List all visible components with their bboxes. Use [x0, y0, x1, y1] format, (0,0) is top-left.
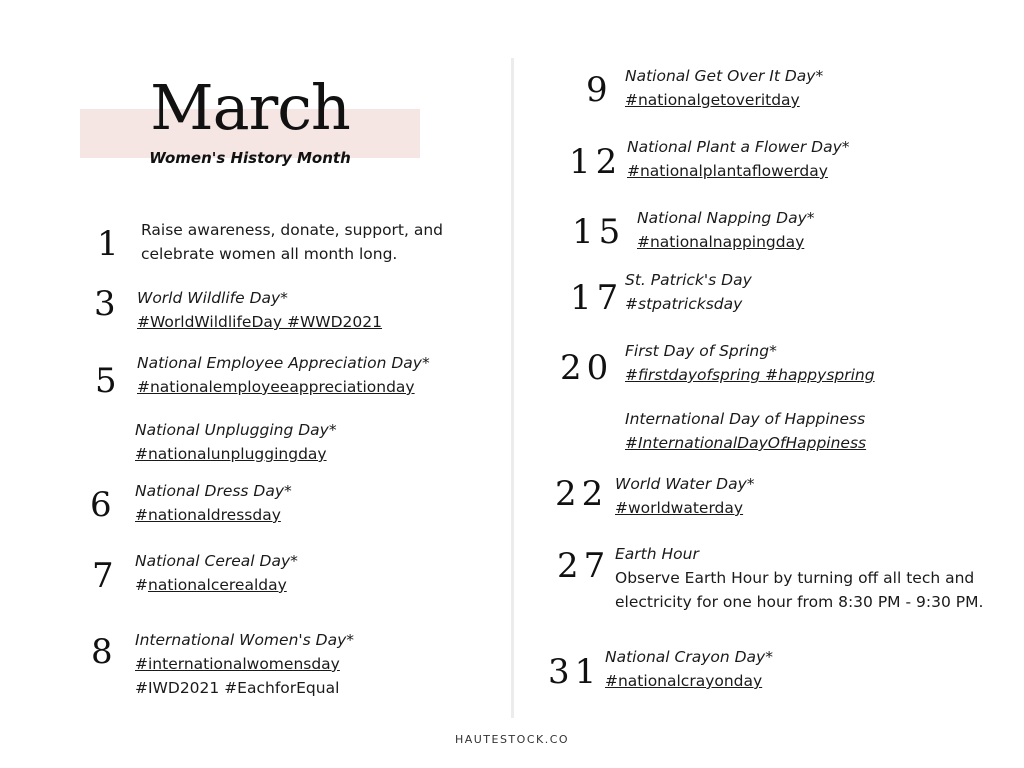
hashtag-link[interactable]: #nationalgetoveritday	[625, 91, 800, 109]
entry-text: Observe Earth Hour by turning off all tech and	[615, 569, 975, 587]
column-divider	[511, 58, 514, 718]
day-number-15: 15	[572, 212, 626, 252]
page-title: March	[150, 71, 350, 144]
event-title: National Employee Appreciation Day*	[137, 354, 430, 372]
day-number-5: 5	[95, 361, 117, 401]
day-number-8: 8	[91, 632, 113, 672]
event-title: National Unplugging Day*	[135, 421, 337, 439]
day-number-27: 27	[557, 546, 611, 586]
entry-day-5-second	[135, 418, 337, 466]
hashtag-link[interactable]: #firstdayofspring #happyspring	[625, 366, 875, 384]
hashtag-link[interactable]: nationalcerealday	[148, 576, 287, 594]
event-title: National Crayon Day*	[605, 648, 773, 666]
hashtag-link[interactable]: #nationaldressday	[135, 506, 281, 524]
entry-text: electricity for one hour from 8:30 PM - 9:30 PM.	[615, 593, 984, 611]
event-title: St. Patrick's Day	[625, 271, 752, 289]
event-title: First Day of Spring*	[625, 342, 777, 360]
entry-day-20	[625, 339, 875, 387]
entry-text: celebrate women all month long.	[141, 245, 398, 263]
day-number-9: 9	[586, 70, 608, 110]
entry-day-20-second	[625, 407, 866, 455]
event-title: Earth Hour	[615, 545, 699, 563]
hashtag-link[interactable]: #nationalnappingday	[637, 233, 805, 251]
entry-day-8	[135, 628, 354, 700]
entry-day-27	[615, 542, 983, 614]
event-title: World Water Day*	[615, 475, 755, 493]
entry-day-17	[625, 268, 752, 316]
day-number-3: 3	[94, 284, 116, 324]
hashtag-link[interactable]: #InternationalDayOfHappiness	[625, 434, 867, 452]
day-number-12: 12	[569, 142, 623, 182]
hashtag-prefix: #	[135, 576, 148, 594]
entry-day-1	[141, 218, 443, 266]
day-number-17: 17	[570, 278, 624, 318]
event-title: National Plant a Flower Day*	[627, 138, 850, 156]
day-number-1: 1	[97, 224, 119, 264]
entry-day-22	[615, 472, 755, 520]
entry-day-6	[135, 479, 292, 527]
entry-day-15	[637, 206, 815, 254]
hashtag-link[interactable]: #nationalplantaflowerday	[627, 162, 828, 180]
entry-day-31	[605, 645, 773, 693]
entry-day-7	[135, 549, 298, 597]
entry-day-12	[627, 135, 850, 183]
hashtag-plain: #IWD2021 #EachforEqual	[135, 679, 340, 697]
entry-text: Raise awareness, donate, support, and	[141, 221, 444, 239]
hashtag-link[interactable]: #nationalunpluggingday	[135, 445, 327, 463]
entry-day-5	[137, 351, 430, 399]
hashtag-link[interactable]: #nationalcrayonday	[605, 672, 763, 690]
event-title: National Napping Day*	[637, 209, 815, 227]
day-number-6: 6	[90, 485, 112, 525]
hashtag-link[interactable]: #internationalwomensday	[135, 655, 340, 673]
day-number-7: 7	[92, 556, 114, 596]
event-title: National Get Over It Day*	[625, 67, 824, 85]
entry-day-3	[137, 286, 382, 334]
page-subtitle: Women's History Month	[149, 149, 351, 167]
hashtag-text: #stpatricksday	[625, 295, 743, 313]
event-title: International Women's Day*	[135, 631, 355, 649]
hashtag-line	[135, 573, 298, 597]
hashtag-link[interactable]: #WorldWildlifeDay #WWD2021	[137, 313, 383, 331]
hashtag-link[interactable]: #nationalemployeeappreciationday	[137, 378, 415, 396]
day-number-20: 20	[560, 348, 614, 388]
event-title: National Cereal Day*	[135, 552, 298, 570]
entry-day-9	[625, 64, 823, 112]
footer-brand[interactable]: HAUTESTOCK.CO	[454, 733, 570, 746]
hashtag-link[interactable]: #worldwaterday	[615, 499, 744, 517]
event-title: International Day of Happiness	[625, 410, 866, 428]
day-number-31: 31	[548, 652, 602, 692]
event-title: National Dress Day*	[135, 482, 292, 500]
event-title: World Wildlife Day*	[137, 289, 288, 307]
day-number-22: 22	[555, 474, 609, 514]
